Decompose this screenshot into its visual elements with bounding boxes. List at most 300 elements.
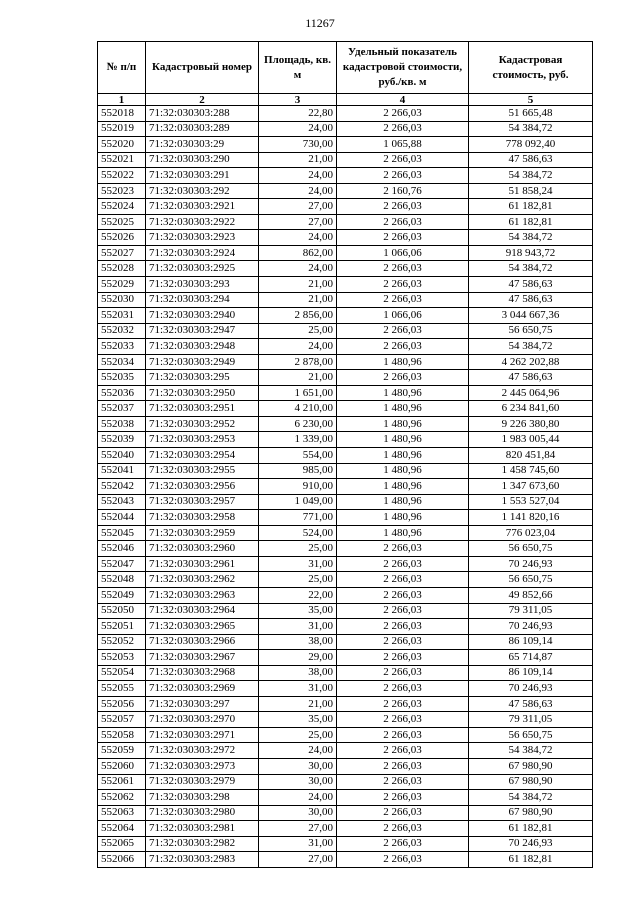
row-number: 552018 <box>98 106 146 122</box>
row-number: 552022 <box>98 168 146 184</box>
specific-value: 2 160,76 <box>337 183 469 199</box>
cadastral-number: 71:32:030303:2979 <box>146 774 259 790</box>
specific-value: 2 266,03 <box>337 774 469 790</box>
table-row <box>98 106 593 122</box>
area-value: 21,00 <box>259 292 337 308</box>
cadastral-value: 3 044 667,36 <box>469 308 593 324</box>
table-row <box>98 308 593 324</box>
area-value: 31,00 <box>259 681 337 697</box>
row-number: 552061 <box>98 774 146 790</box>
cadastral-number: 71:32:030303:2968 <box>146 665 259 681</box>
area-value: 25,00 <box>259 323 337 339</box>
table-row <box>98 665 593 681</box>
specific-value: 1 480,96 <box>337 385 469 401</box>
cadastral-value: 67 980,90 <box>469 805 593 821</box>
page-number: 11267 <box>305 16 335 30</box>
table-row <box>98 712 593 728</box>
cadastral-value: 56 650,75 <box>469 323 593 339</box>
row-number: 552048 <box>98 572 146 588</box>
row-number: 552062 <box>98 790 146 806</box>
cadastral-number: 71:32:030303:2967 <box>146 650 259 666</box>
cadastral-value: 47 586,63 <box>469 277 593 293</box>
cadastral-number: 71:32:030303:293 <box>146 277 259 293</box>
area-value: 24,00 <box>259 168 337 184</box>
table-row <box>98 448 593 464</box>
cadastral-number: 71:32:030303:2948 <box>146 339 259 355</box>
specific-value: 1 480,96 <box>337 525 469 541</box>
cadastral-number: 71:32:030303:297 <box>146 696 259 712</box>
cadastral-value: 51 665,48 <box>469 106 593 122</box>
cadastral-value: 2 445 064,96 <box>469 385 593 401</box>
cadastral-number: 71:32:030303:2922 <box>146 214 259 230</box>
header-area: Площадь, кв. м <box>259 42 337 94</box>
table-header-row <box>98 42 593 94</box>
table-row <box>98 401 593 417</box>
area-value: 2 878,00 <box>259 354 337 370</box>
table-row <box>98 774 593 790</box>
table-row <box>98 432 593 448</box>
cadastral-value: 47 586,63 <box>469 152 593 168</box>
cadastral-number: 71:32:030303:288 <box>146 106 259 122</box>
cadastral-number: 71:32:030303:2923 <box>146 230 259 246</box>
specific-value: 2 266,03 <box>337 603 469 619</box>
row-number: 552065 <box>98 836 146 852</box>
cadastral-number: 71:32:030303:2982 <box>146 836 259 852</box>
cadastral-value: 1 553 527,04 <box>469 494 593 510</box>
specific-value: 2 266,03 <box>337 214 469 230</box>
row-number: 552027 <box>98 245 146 261</box>
cadastral-value: 51 858,24 <box>469 183 593 199</box>
column-number: 3 <box>259 94 337 106</box>
area-value: 35,00 <box>259 603 337 619</box>
area-value: 24,00 <box>259 230 337 246</box>
specific-value: 2 266,03 <box>337 727 469 743</box>
specific-value: 2 266,03 <box>337 370 469 386</box>
specific-value: 2 266,03 <box>337 168 469 184</box>
cadastral-number: 71:32:030303:2955 <box>146 463 259 479</box>
row-number: 552034 <box>98 354 146 370</box>
cadastral-number: 71:32:030303:2925 <box>146 261 259 277</box>
row-number: 552040 <box>98 448 146 464</box>
specific-value: 2 266,03 <box>337 106 469 122</box>
table-row <box>98 292 593 308</box>
area-value: 38,00 <box>259 634 337 650</box>
row-number: 552066 <box>98 852 146 868</box>
cadastral-value: 79 311,05 <box>469 603 593 619</box>
specific-value: 1 480,96 <box>337 432 469 448</box>
row-number: 552060 <box>98 758 146 774</box>
specific-value: 2 266,03 <box>337 277 469 293</box>
area-value: 22,80 <box>259 106 337 122</box>
cadastral-value: 56 650,75 <box>469 541 593 557</box>
cadastral-number: 71:32:030303:2953 <box>146 432 259 448</box>
table-row <box>98 634 593 650</box>
area-value: 24,00 <box>259 339 337 355</box>
row-number: 552019 <box>98 121 146 137</box>
cadastral-value: 70 246,93 <box>469 836 593 852</box>
column-number: 4 <box>337 94 469 106</box>
cadastral-value: 70 246,93 <box>469 681 593 697</box>
specific-value: 1 066,06 <box>337 245 469 261</box>
specific-value: 2 266,03 <box>337 743 469 759</box>
specific-value: 2 266,03 <box>337 619 469 635</box>
row-number: 552064 <box>98 821 146 837</box>
cadastral-number: 71:32:030303:2963 <box>146 587 259 603</box>
specific-value: 1 480,96 <box>337 401 469 417</box>
cadastral-number: 71:32:030303:29 <box>146 137 259 153</box>
row-number: 552057 <box>98 712 146 728</box>
specific-value: 2 266,03 <box>337 696 469 712</box>
cadastral-value: 56 650,75 <box>469 727 593 743</box>
specific-value: 2 266,03 <box>337 836 469 852</box>
cadastral-value: 54 384,72 <box>469 168 593 184</box>
cadastral-value: 61 182,81 <box>469 214 593 230</box>
area-value: 25,00 <box>259 572 337 588</box>
area-value: 985,00 <box>259 463 337 479</box>
specific-value: 2 266,03 <box>337 712 469 728</box>
row-number: 552053 <box>98 650 146 666</box>
row-number: 552063 <box>98 805 146 821</box>
cadastral-value: 820 451,84 <box>469 448 593 464</box>
table-row <box>98 230 593 246</box>
area-value: 1 651,00 <box>259 385 337 401</box>
cadastral-value: 1 141 820,16 <box>469 510 593 526</box>
column-number: 2 <box>146 94 259 106</box>
table-row <box>98 805 593 821</box>
header-cadastral-number: Кадастровый номер <box>146 42 259 94</box>
cadastral-value: 918 943,72 <box>469 245 593 261</box>
row-number: 552044 <box>98 510 146 526</box>
area-value: 4 210,00 <box>259 401 337 417</box>
area-value: 554,00 <box>259 448 337 464</box>
cadastral-value: 54 384,72 <box>469 121 593 137</box>
cadastral-value: 4 262 202,88 <box>469 354 593 370</box>
row-number: 552052 <box>98 634 146 650</box>
cadastral-value: 54 384,72 <box>469 743 593 759</box>
table-row <box>98 385 593 401</box>
table-row <box>98 650 593 666</box>
specific-value: 2 266,03 <box>337 665 469 681</box>
table-row <box>98 479 593 495</box>
area-value: 30,00 <box>259 774 337 790</box>
table-row <box>98 696 593 712</box>
table-row <box>98 556 593 572</box>
area-value: 27,00 <box>259 214 337 230</box>
header-num: № п/п <box>98 42 146 94</box>
cadastral-value: 54 384,72 <box>469 339 593 355</box>
table-row <box>98 743 593 759</box>
specific-value: 1 065,88 <box>337 137 469 153</box>
row-number: 552037 <box>98 401 146 417</box>
area-value: 30,00 <box>259 758 337 774</box>
specific-value: 1 480,96 <box>337 448 469 464</box>
cadastral-number: 71:32:030303:2965 <box>146 619 259 635</box>
table-row <box>98 121 593 137</box>
specific-value: 2 266,03 <box>337 323 469 339</box>
cadastral-value-table <box>97 41 593 868</box>
row-number: 552020 <box>98 137 146 153</box>
cadastral-number: 71:32:030303:2971 <box>146 727 259 743</box>
cadastral-number: 71:32:030303:2983 <box>146 852 259 868</box>
specific-value: 2 266,03 <box>337 572 469 588</box>
table-row <box>98 339 593 355</box>
area-value: 21,00 <box>259 152 337 168</box>
area-value: 24,00 <box>259 743 337 759</box>
cadastral-number: 71:32:030303:2950 <box>146 385 259 401</box>
area-value: 771,00 <box>259 510 337 526</box>
row-number: 552033 <box>98 339 146 355</box>
specific-value: 2 266,03 <box>337 758 469 774</box>
table-row <box>98 541 593 557</box>
cadastral-value: 79 311,05 <box>469 712 593 728</box>
cadastral-value: 47 586,63 <box>469 292 593 308</box>
cadastral-value: 6 234 841,60 <box>469 401 593 417</box>
cadastral-value: 1 458 745,60 <box>469 463 593 479</box>
cadastral-number: 71:32:030303:2964 <box>146 603 259 619</box>
row-number: 552059 <box>98 743 146 759</box>
area-value: 31,00 <box>259 619 337 635</box>
header-specific-value: Удельный показатель кадастровой стоимости, руб./кв. м <box>337 42 469 94</box>
table-body <box>98 106 593 868</box>
specific-value: 2 266,03 <box>337 292 469 308</box>
cadastral-number: 71:32:030303:2981 <box>146 821 259 837</box>
row-number: 552054 <box>98 665 146 681</box>
row-number: 552029 <box>98 277 146 293</box>
cadastral-number: 71:32:030303:2970 <box>146 712 259 728</box>
table-row <box>98 261 593 277</box>
cadastral-number: 71:32:030303:2966 <box>146 634 259 650</box>
cadastral-number: 71:32:030303:2952 <box>146 416 259 432</box>
area-value: 730,00 <box>259 137 337 153</box>
table-row <box>98 572 593 588</box>
table-row <box>98 183 593 199</box>
table-row <box>98 587 593 603</box>
area-value: 6 230,00 <box>259 416 337 432</box>
row-number: 552041 <box>98 463 146 479</box>
cadastral-number: 71:32:030303:2980 <box>146 805 259 821</box>
cadastral-value: 67 980,90 <box>469 758 593 774</box>
specific-value: 2 266,03 <box>337 541 469 557</box>
specific-value: 2 266,03 <box>337 805 469 821</box>
cadastral-number: 71:32:030303:2958 <box>146 510 259 526</box>
cadastral-value: 86 109,14 <box>469 665 593 681</box>
table-row <box>98 463 593 479</box>
cadastral-number: 71:32:030303:2947 <box>146 323 259 339</box>
cadastral-number: 71:32:030303:290 <box>146 152 259 168</box>
area-value: 27,00 <box>259 821 337 837</box>
cadastral-number: 71:32:030303:2921 <box>146 199 259 215</box>
area-value: 21,00 <box>259 696 337 712</box>
cadastral-number: 71:32:030303:2969 <box>146 681 259 697</box>
table-row <box>98 681 593 697</box>
row-number: 552031 <box>98 308 146 324</box>
cadastral-value: 54 384,72 <box>469 261 593 277</box>
cadastral-number: 71:32:030303:291 <box>146 168 259 184</box>
cadastral-number: 71:32:030303:2949 <box>146 354 259 370</box>
area-value: 24,00 <box>259 121 337 137</box>
specific-value: 2 266,03 <box>337 634 469 650</box>
specific-value: 1 480,96 <box>337 354 469 370</box>
area-value: 25,00 <box>259 541 337 557</box>
row-number: 552032 <box>98 323 146 339</box>
cadastral-number: 71:32:030303:2940 <box>146 308 259 324</box>
table-row <box>98 416 593 432</box>
row-number: 552049 <box>98 587 146 603</box>
area-value: 22,00 <box>259 587 337 603</box>
area-value: 27,00 <box>259 199 337 215</box>
table-row <box>98 137 593 153</box>
table-row <box>98 323 593 339</box>
table-row <box>98 214 593 230</box>
table-row <box>98 152 593 168</box>
cadastral-number: 71:32:030303:2954 <box>146 448 259 464</box>
area-value: 2 856,00 <box>259 308 337 324</box>
area-value: 35,00 <box>259 712 337 728</box>
row-number: 552038 <box>98 416 146 432</box>
column-number-row <box>98 94 593 106</box>
specific-value: 2 266,03 <box>337 339 469 355</box>
cadastral-number: 71:32:030303:294 <box>146 292 259 308</box>
header-cadastral-value: Кадастровая стоимость, руб. <box>469 42 593 94</box>
area-value: 29,00 <box>259 650 337 666</box>
area-value: 24,00 <box>259 261 337 277</box>
specific-value: 1 066,06 <box>337 308 469 324</box>
row-number: 552046 <box>98 541 146 557</box>
cadastral-value: 65 714,87 <box>469 650 593 666</box>
cadastral-number: 71:32:030303:2959 <box>146 525 259 541</box>
cadastral-value: 70 246,93 <box>469 619 593 635</box>
cadastral-value: 86 109,14 <box>469 634 593 650</box>
cadastral-number: 71:32:030303:298 <box>146 790 259 806</box>
cadastral-number: 71:32:030303:2957 <box>146 494 259 510</box>
specific-value: 2 266,03 <box>337 821 469 837</box>
cadastral-number: 71:32:030303:2973 <box>146 758 259 774</box>
cadastral-value: 54 384,72 <box>469 790 593 806</box>
table-row <box>98 758 593 774</box>
row-number: 552026 <box>98 230 146 246</box>
area-value: 21,00 <box>259 277 337 293</box>
row-number: 552042 <box>98 479 146 495</box>
row-number: 552039 <box>98 432 146 448</box>
table-row <box>98 168 593 184</box>
area-value: 1 049,00 <box>259 494 337 510</box>
specific-value: 1 480,96 <box>337 463 469 479</box>
cadastral-value: 778 092,40 <box>469 137 593 153</box>
row-number: 552028 <box>98 261 146 277</box>
table-row <box>98 510 593 526</box>
cadastral-value: 1 983 005,44 <box>469 432 593 448</box>
cadastral-number: 71:32:030303:295 <box>146 370 259 386</box>
specific-value: 2 266,03 <box>337 587 469 603</box>
table-row <box>98 619 593 635</box>
area-value: 30,00 <box>259 805 337 821</box>
table-row <box>98 277 593 293</box>
cadastral-value: 47 586,63 <box>469 370 593 386</box>
specific-value: 2 266,03 <box>337 852 469 868</box>
table-row <box>98 603 593 619</box>
cadastral-number: 71:32:030303:2951 <box>146 401 259 417</box>
table-row <box>98 354 593 370</box>
specific-value: 2 266,03 <box>337 230 469 246</box>
table-row <box>98 370 593 386</box>
area-value: 24,00 <box>259 790 337 806</box>
cadastral-value: 9 226 380,80 <box>469 416 593 432</box>
specific-value: 2 266,03 <box>337 199 469 215</box>
table-row <box>98 852 593 868</box>
cadastral-value: 61 182,81 <box>469 821 593 837</box>
row-number: 552056 <box>98 696 146 712</box>
cadastral-value: 49 852,66 <box>469 587 593 603</box>
specific-value: 1 480,96 <box>337 494 469 510</box>
table-row <box>98 790 593 806</box>
row-number: 552025 <box>98 214 146 230</box>
cadastral-value: 47 586,63 <box>469 696 593 712</box>
cadastral-value: 61 182,81 <box>469 852 593 868</box>
area-value: 25,00 <box>259 727 337 743</box>
area-value: 38,00 <box>259 665 337 681</box>
specific-value: 2 266,03 <box>337 650 469 666</box>
row-number: 552045 <box>98 525 146 541</box>
row-number: 552043 <box>98 494 146 510</box>
row-number: 552051 <box>98 619 146 635</box>
table-row <box>98 525 593 541</box>
specific-value: 2 266,03 <box>337 556 469 572</box>
specific-value: 1 480,96 <box>337 510 469 526</box>
table-row <box>98 836 593 852</box>
row-number: 552021 <box>98 152 146 168</box>
cadastral-value: 61 182,81 <box>469 199 593 215</box>
table-row <box>98 727 593 743</box>
specific-value: 2 266,03 <box>337 152 469 168</box>
row-number: 552023 <box>98 183 146 199</box>
row-number: 552024 <box>98 199 146 215</box>
cadastral-number: 71:32:030303:2924 <box>146 245 259 261</box>
specific-value: 2 266,03 <box>337 261 469 277</box>
area-value: 21,00 <box>259 370 337 386</box>
table-row <box>98 199 593 215</box>
area-value: 27,00 <box>259 852 337 868</box>
area-value: 1 339,00 <box>259 432 337 448</box>
row-number: 552058 <box>98 727 146 743</box>
table-row <box>98 245 593 261</box>
area-value: 31,00 <box>259 836 337 852</box>
cadastral-number: 71:32:030303:2960 <box>146 541 259 557</box>
table-row <box>98 821 593 837</box>
cadastral-number: 71:32:030303:2962 <box>146 572 259 588</box>
specific-value: 1 480,96 <box>337 479 469 495</box>
row-number: 552055 <box>98 681 146 697</box>
specific-value: 2 266,03 <box>337 121 469 137</box>
table-row <box>98 494 593 510</box>
row-number: 552050 <box>98 603 146 619</box>
area-value: 910,00 <box>259 479 337 495</box>
row-number: 552047 <box>98 556 146 572</box>
cadastral-number: 71:32:030303:2972 <box>146 743 259 759</box>
cadastral-value: 776 023,04 <box>469 525 593 541</box>
cadastral-number: 71:32:030303:2961 <box>146 556 259 572</box>
column-number: 5 <box>469 94 593 106</box>
row-number: 552030 <box>98 292 146 308</box>
row-number: 552035 <box>98 370 146 386</box>
cadastral-value: 56 650,75 <box>469 572 593 588</box>
area-value: 31,00 <box>259 556 337 572</box>
cadastral-value: 67 980,90 <box>469 774 593 790</box>
area-value: 862,00 <box>259 245 337 261</box>
row-number: 552036 <box>98 385 146 401</box>
column-number: 1 <box>98 94 146 106</box>
cadastral-value: 1 347 673,60 <box>469 479 593 495</box>
area-value: 524,00 <box>259 525 337 541</box>
